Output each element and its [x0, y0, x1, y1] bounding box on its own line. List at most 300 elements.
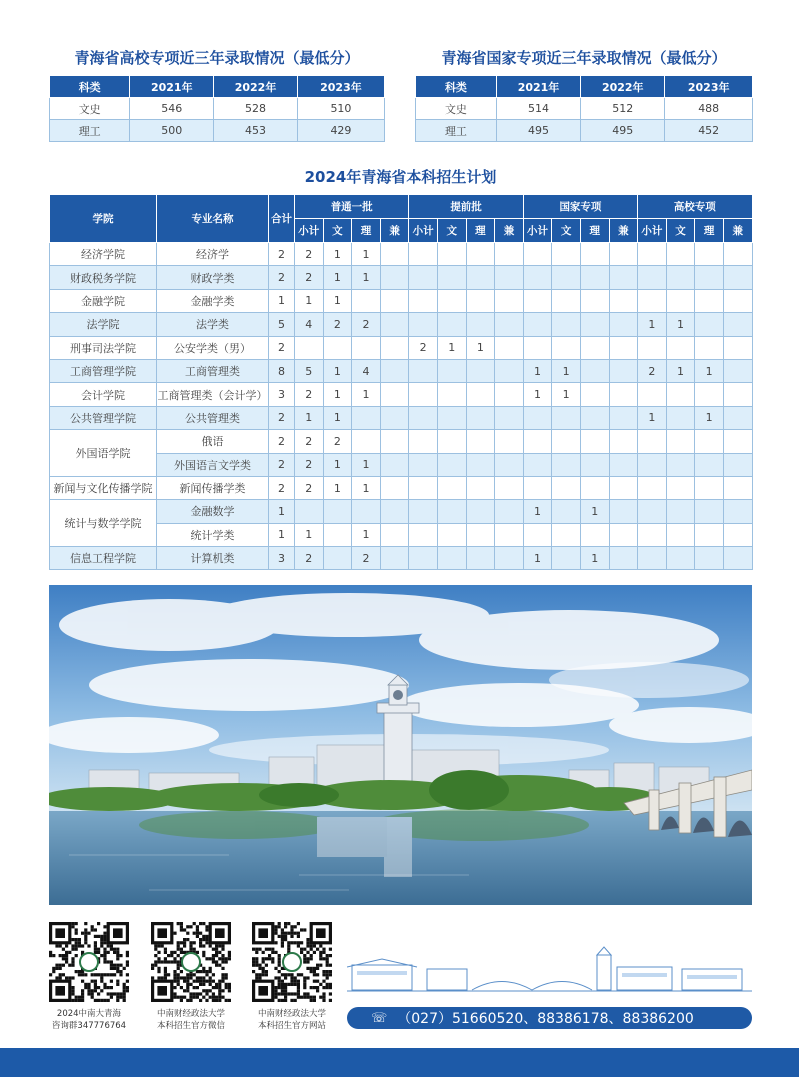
quota-cell — [580, 313, 609, 336]
quota-cell — [638, 476, 667, 499]
qr-code-official-wechat[interactable] — [151, 922, 231, 1002]
quota-cell — [723, 383, 752, 406]
quota-cell: 1 — [638, 313, 667, 336]
contact-phone-numbers: （027）51660520、88386178、88386200 — [397, 1011, 694, 1027]
quota-cell — [380, 476, 409, 499]
college-cell: 经济学院 — [50, 243, 157, 266]
quota-cell — [380, 359, 409, 382]
quota-cell — [580, 476, 609, 499]
sub-column-header: 理 — [466, 219, 495, 243]
quota-cell — [666, 500, 695, 523]
quota-cell: 2 — [409, 336, 438, 359]
major-cell: 公安学类（男） — [157, 336, 269, 359]
quota-cell — [638, 523, 667, 546]
quota-cell — [695, 313, 724, 336]
quota-cell — [323, 500, 352, 523]
quota-cell — [552, 313, 581, 336]
quota-cell — [609, 313, 638, 336]
table-cell: 理工 — [50, 120, 130, 142]
quota-cell: 2 — [323, 313, 352, 336]
quota-cell — [723, 313, 752, 336]
quota-cell — [409, 359, 438, 382]
quota-cell — [609, 359, 638, 382]
quota-cell: 1 — [666, 359, 695, 382]
quota-cell — [723, 500, 752, 523]
quota-cell — [609, 336, 638, 359]
quota-cell — [638, 336, 667, 359]
table-row — [50, 289, 753, 312]
quota-cell: 2 — [323, 430, 352, 453]
quota-cell — [437, 500, 466, 523]
quota-cell — [295, 336, 324, 359]
quota-cell — [723, 453, 752, 476]
qr-caption: 中南财经政法大学 本科招生官方微信 — [156, 1009, 225, 1031]
quota-cell: 2 — [295, 476, 324, 499]
table-row — [50, 243, 753, 266]
college-cell: 工商管理学院 — [50, 359, 157, 382]
quota-cell — [552, 453, 581, 476]
quota-cell — [409, 476, 438, 499]
sub-column-header: 兼 — [380, 219, 409, 243]
quota-cell — [552, 547, 581, 570]
quota-cell — [723, 476, 752, 499]
major-cell: 法学类 — [157, 313, 269, 336]
quota-cell — [523, 313, 552, 336]
major-cell: 工商管理类（会计学） — [157, 383, 269, 406]
quota-cell — [666, 547, 695, 570]
quota-cell: 1 — [323, 476, 352, 499]
contact-phone-bar — [347, 1007, 752, 1029]
quota-cell — [723, 266, 752, 289]
table-cell: 514 — [496, 98, 580, 120]
enrollment-plan-table — [49, 194, 753, 570]
quota-cell — [466, 383, 495, 406]
major-cell: 公共管理类 — [157, 406, 269, 429]
quota-cell — [523, 453, 552, 476]
quota-cell — [495, 243, 524, 266]
sub-column-header: 文 — [552, 219, 581, 243]
campus-skyline-illustration — [347, 945, 752, 995]
quota-cell — [695, 383, 724, 406]
qr-code-official-website[interactable] — [252, 922, 332, 1002]
quota-cell: 4 — [352, 359, 381, 382]
quota-cell — [580, 430, 609, 453]
quota-cell — [495, 476, 524, 499]
quota-cell: 1 — [323, 359, 352, 382]
group-header: 高校专项 — [638, 195, 752, 219]
quota-cell: 4 — [295, 313, 324, 336]
sub-column-header: 文 — [323, 219, 352, 243]
table-cell: 文史 — [50, 98, 130, 120]
sub-column-header: 理 — [580, 219, 609, 243]
college-cell: 统计与数学学院 — [50, 500, 157, 547]
quota-cell — [695, 523, 724, 546]
quota-cell — [437, 406, 466, 429]
major-cell: 新闻传播学类 — [157, 476, 269, 499]
quota-cell — [695, 336, 724, 359]
quota-cell — [609, 476, 638, 499]
quota-cell — [380, 500, 409, 523]
quota-cell — [666, 383, 695, 406]
quota-cell — [495, 383, 524, 406]
quota-cell — [695, 453, 724, 476]
quota-cell: 1 — [523, 359, 552, 382]
left-table-title: 青海省高校专项近三年录取情况（最低分） — [74, 49, 360, 67]
quota-cell — [666, 243, 695, 266]
quota-cell: 1 — [523, 383, 552, 406]
quota-cell — [495, 359, 524, 382]
quota-cell — [638, 243, 667, 266]
table-cell: 488 — [665, 98, 753, 120]
table-cell: 528 — [214, 98, 298, 120]
group-header: 提前批 — [409, 195, 523, 219]
quota-cell — [552, 523, 581, 546]
quota-cell — [437, 383, 466, 406]
quota-cell — [466, 359, 495, 382]
table-row — [50, 547, 753, 570]
table-cell: 512 — [581, 98, 665, 120]
total-cell: 1 — [269, 289, 295, 312]
quota-cell — [638, 430, 667, 453]
quota-cell — [723, 523, 752, 546]
column-header-major: 专业名称 — [157, 195, 269, 243]
total-cell: 3 — [269, 383, 295, 406]
quota-cell: 2 — [295, 547, 324, 570]
quota-cell — [552, 243, 581, 266]
quota-cell — [523, 243, 552, 266]
quota-cell — [352, 336, 381, 359]
table-row — [50, 430, 753, 453]
quota-cell — [580, 453, 609, 476]
quota-cell — [666, 476, 695, 499]
quota-cell: 1 — [352, 523, 381, 546]
table-cell: 495 — [581, 120, 665, 142]
quota-cell — [609, 266, 638, 289]
group-header: 普通一批 — [295, 195, 409, 219]
major-cell: 计算机类 — [157, 547, 269, 570]
column-header-college: 学院 — [50, 195, 157, 243]
quota-cell: 1 — [352, 476, 381, 499]
quota-cell: 1 — [323, 406, 352, 429]
column-header: 2023年 — [665, 76, 753, 98]
quota-cell — [666, 523, 695, 546]
quota-cell — [409, 383, 438, 406]
table-row — [50, 359, 753, 382]
quota-cell: 5 — [295, 359, 324, 382]
total-cell: 3 — [269, 547, 295, 570]
quota-cell — [495, 453, 524, 476]
quota-cell — [609, 383, 638, 406]
quota-cell: 1 — [695, 359, 724, 382]
sub-column-header: 理 — [352, 219, 381, 243]
quota-cell: 2 — [638, 359, 667, 382]
quota-cell — [523, 336, 552, 359]
quota-cell — [352, 289, 381, 312]
quota-cell — [666, 406, 695, 429]
quota-cell — [552, 289, 581, 312]
quota-cell — [580, 406, 609, 429]
quota-cell: 1 — [638, 406, 667, 429]
major-cell: 经济学 — [157, 243, 269, 266]
sub-column-header: 文 — [437, 219, 466, 243]
quota-cell — [437, 453, 466, 476]
quota-cell — [466, 500, 495, 523]
quota-cell — [609, 406, 638, 429]
quota-cell — [666, 336, 695, 359]
column-header: 科类 — [50, 76, 130, 98]
quota-cell — [409, 430, 438, 453]
quota-cell — [495, 406, 524, 429]
quota-cell — [695, 430, 724, 453]
quota-cell — [638, 500, 667, 523]
quota-cell — [495, 547, 524, 570]
quota-cell — [380, 523, 409, 546]
table-cell: 理工 — [416, 120, 497, 142]
quota-cell — [437, 266, 466, 289]
quota-cell: 2 — [295, 453, 324, 476]
total-cell: 2 — [269, 476, 295, 499]
college-cell: 公共管理学院 — [50, 406, 157, 429]
quota-cell: 1 — [295, 523, 324, 546]
college-cell: 会计学院 — [50, 383, 157, 406]
total-cell: 5 — [269, 313, 295, 336]
quota-cell — [723, 289, 752, 312]
quota-cell: 1 — [352, 453, 381, 476]
quota-cell — [580, 359, 609, 382]
quota-cell — [695, 243, 724, 266]
quota-cell — [409, 500, 438, 523]
qr-caption: 中南财经政法大学 本科招生官方网站 — [257, 1009, 326, 1031]
sub-column-header: 兼 — [495, 219, 524, 243]
quota-cell — [409, 266, 438, 289]
quota-cell — [295, 500, 324, 523]
quota-cell — [380, 406, 409, 429]
quota-cell: 1 — [323, 243, 352, 266]
quota-cell — [523, 406, 552, 429]
quota-cell — [609, 430, 638, 453]
quota-cell — [638, 453, 667, 476]
quota-cell — [523, 476, 552, 499]
sub-column-header: 小计 — [638, 219, 667, 243]
quota-cell — [609, 500, 638, 523]
quota-cell — [638, 266, 667, 289]
table-cell: 453 — [214, 120, 298, 142]
quota-cell — [409, 523, 438, 546]
quota-cell — [380, 313, 409, 336]
college-cell: 财政税务学院 — [50, 266, 157, 289]
sub-column-header: 小计 — [523, 219, 552, 243]
quota-cell: 1 — [352, 243, 381, 266]
quota-cell — [466, 406, 495, 429]
quota-cell: 1 — [352, 266, 381, 289]
quota-cell: 1 — [523, 500, 552, 523]
column-header: 2022年 — [581, 76, 665, 98]
column-header: 2021年 — [130, 76, 214, 98]
qr-caption: 2024中南大青海 咨询群347776764 — [51, 1009, 127, 1031]
quota-cell: 1 — [580, 547, 609, 570]
quota-cell — [466, 547, 495, 570]
table-cell: 452 — [665, 120, 753, 142]
quota-cell — [580, 266, 609, 289]
quota-cell — [495, 266, 524, 289]
quota-cell: 2 — [295, 383, 324, 406]
quota-cell — [638, 547, 667, 570]
quota-cell: 2 — [295, 430, 324, 453]
quota-cell — [409, 313, 438, 336]
quota-cell: 2 — [352, 313, 381, 336]
quota-cell: 1 — [295, 289, 324, 312]
quota-cell — [466, 430, 495, 453]
quota-cell — [380, 336, 409, 359]
quota-cell — [437, 523, 466, 546]
sub-column-header: 文 — [666, 219, 695, 243]
table-row — [416, 120, 753, 142]
column-header: 科类 — [416, 76, 497, 98]
phone-icon: ☏ — [371, 1010, 388, 1026]
quota-cell — [609, 547, 638, 570]
quota-cell — [323, 336, 352, 359]
quota-cell — [666, 453, 695, 476]
major-cell: 统计学类 — [157, 523, 269, 546]
quota-cell — [352, 430, 381, 453]
total-cell: 2 — [269, 243, 295, 266]
quota-cell — [580, 523, 609, 546]
quota-cell — [695, 500, 724, 523]
quota-cell: 1 — [580, 500, 609, 523]
quota-cell: 1 — [552, 383, 581, 406]
quota-cell — [437, 313, 466, 336]
quota-cell — [695, 476, 724, 499]
quota-cell — [380, 266, 409, 289]
footer-bar — [0, 1048, 799, 1077]
sub-column-header: 理 — [695, 219, 724, 243]
quota-cell: 1 — [323, 266, 352, 289]
quota-cell — [437, 289, 466, 312]
sub-column-header: 小计 — [295, 219, 324, 243]
quota-cell — [552, 336, 581, 359]
quota-cell: 1 — [323, 289, 352, 312]
quota-cell: 1 — [552, 359, 581, 382]
quota-cell — [380, 383, 409, 406]
quota-cell — [380, 453, 409, 476]
table-row — [50, 98, 385, 120]
quota-cell: 2 — [295, 266, 324, 289]
quota-cell — [380, 243, 409, 266]
total-cell: 2 — [269, 430, 295, 453]
quota-cell — [409, 406, 438, 429]
table-row — [50, 476, 753, 499]
quota-cell — [409, 547, 438, 570]
quota-cell — [723, 430, 752, 453]
quota-cell — [580, 289, 609, 312]
major-cell: 财政学类 — [157, 266, 269, 289]
quota-cell: 1 — [323, 383, 352, 406]
quota-cell — [495, 523, 524, 546]
table-row — [50, 500, 753, 523]
quota-cell — [495, 289, 524, 312]
total-cell: 2 — [269, 406, 295, 429]
college-cell: 刑事司法学院 — [50, 336, 157, 359]
quota-cell — [466, 313, 495, 336]
quota-cell — [666, 289, 695, 312]
college-cell: 新闻与文化传播学院 — [50, 476, 157, 499]
quota-cell — [495, 430, 524, 453]
right-table-title: 青海省国家专项近三年录取情况（最低分） — [441, 49, 727, 67]
column-header-total: 合计 — [269, 195, 295, 243]
quota-cell — [609, 243, 638, 266]
quota-cell — [580, 336, 609, 359]
table-row — [50, 313, 753, 336]
total-cell: 2 — [269, 453, 295, 476]
table-row — [50, 336, 753, 359]
college-cell: 金融学院 — [50, 289, 157, 312]
quota-cell — [380, 289, 409, 312]
quota-cell — [723, 406, 752, 429]
quota-cell — [723, 547, 752, 570]
major-cell: 俄语 — [157, 430, 269, 453]
national-special-scores-table — [415, 75, 753, 142]
quota-cell — [437, 359, 466, 382]
quota-cell — [409, 453, 438, 476]
quota-cell — [638, 383, 667, 406]
quota-cell — [609, 523, 638, 546]
quota-cell — [409, 289, 438, 312]
quota-cell — [552, 500, 581, 523]
quota-cell — [466, 476, 495, 499]
table-cell: 文史 — [416, 98, 497, 120]
quota-cell — [495, 500, 524, 523]
table-cell: 500 — [130, 120, 214, 142]
quota-cell — [723, 336, 752, 359]
quota-cell — [552, 266, 581, 289]
group-header: 国家专项 — [523, 195, 637, 219]
quota-cell: 1 — [466, 336, 495, 359]
quota-cell — [380, 430, 409, 453]
quota-cell — [552, 406, 581, 429]
quota-cell — [580, 243, 609, 266]
table-row — [50, 266, 753, 289]
quota-cell — [437, 430, 466, 453]
university-special-scores-table — [49, 75, 385, 142]
quota-cell — [495, 336, 524, 359]
quota-cell — [695, 266, 724, 289]
major-cell: 金融学类 — [157, 289, 269, 312]
quota-cell — [380, 547, 409, 570]
table-cell: 495 — [496, 120, 580, 142]
quota-cell — [523, 266, 552, 289]
sub-column-header: 兼 — [609, 219, 638, 243]
quota-cell: 1 — [295, 406, 324, 429]
quota-cell — [466, 266, 495, 289]
quota-cell — [666, 266, 695, 289]
table-cell: 510 — [297, 98, 384, 120]
college-cell: 外国语学院 — [50, 430, 157, 477]
quota-cell: 1 — [437, 336, 466, 359]
quota-cell — [495, 313, 524, 336]
table-row — [50, 120, 385, 142]
major-cell: 工商管理类 — [157, 359, 269, 382]
quota-cell — [352, 500, 381, 523]
quota-cell — [466, 289, 495, 312]
quota-cell — [466, 523, 495, 546]
college-cell: 法学院 — [50, 313, 157, 336]
quota-cell — [723, 359, 752, 382]
qr-code-wechat-group[interactable] — [49, 922, 129, 1002]
quota-cell — [695, 289, 724, 312]
quota-cell — [523, 430, 552, 453]
quota-cell — [552, 476, 581, 499]
quota-cell — [523, 523, 552, 546]
